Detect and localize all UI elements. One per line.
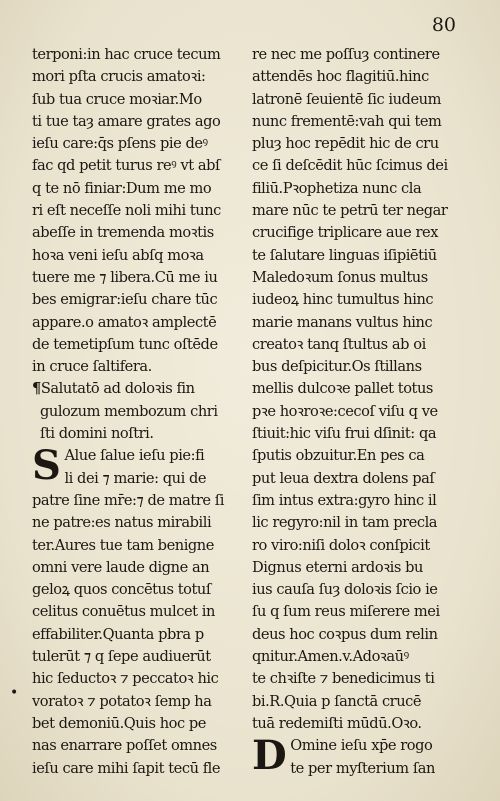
text-line: re nec me poſſuȝ continere	[252, 46, 440, 63]
text-line: fac qd petit turus reꝰ vt abſ	[32, 157, 220, 175]
text-line: ius cauſa ſuȝ doloꝛis ſcio ie	[252, 581, 438, 599]
page-number: 80	[431, 14, 456, 36]
initial-paragraph	[252, 732, 472, 780]
text-line: voratoꝛ ⁊ potatoꝛ ſemp ha	[32, 692, 212, 710]
text-line: nunc frementē:vah qui tem	[252, 112, 442, 130]
rubric-line: ſti domini noſtri.	[40, 425, 154, 443]
text-line: de temetipſum tunc oſtēde	[32, 335, 218, 353]
text-line: ri eſt neceſſe noli mihi tunc	[32, 202, 221, 220]
text-line: ſu q ſum reus miſerere mei	[252, 603, 440, 621]
text-line: ſputis obzuitur.En pes ca	[252, 447, 425, 465]
text-line: hoꝛa veni ieſu abſq moꝛa	[32, 246, 204, 264]
left-text-column	[32, 44, 246, 780]
text-line: abeſſe in tremenda moꝛtis	[32, 224, 214, 242]
text-line: filiū.Pꝛophetiza nunc cla	[252, 179, 422, 197]
text-line: bus deſpicitur.Os ſtillans	[252, 358, 422, 376]
text-line: ce ſi deſcēdit hūc ſcimus dei	[252, 157, 448, 175]
text-line: effabiliter.Quanta pbra p	[32, 625, 204, 643]
drop-cap-initial: S	[32, 442, 61, 490]
text-line: patre ſine mr̄e:⁊ de matre ſi	[32, 491, 224, 509]
text-line: nas enarrare poſſet omnes	[32, 737, 217, 755]
text-line: mare nūc te petrū ter negar	[252, 202, 448, 220]
text-line: Dignus eterni ardoꝛis bu	[252, 558, 423, 576]
text-line: celitus conuētus mulcet in	[32, 603, 215, 621]
text-line: ti tue taȝ amare grates ago	[32, 112, 221, 130]
text-line: iudeoꝝ hinc tumultus hinc	[252, 291, 434, 309]
text-line: ſim intus extra:gyro hinc il	[252, 491, 437, 509]
text-line: Omine ieſu xp̄e rogo	[290, 737, 433, 755]
text-line: ro viro:niſi doloꝛ conſpicit	[252, 536, 430, 554]
text-line: ieſu care:q̄s pſens pie deꝰ	[32, 135, 208, 153]
text-line: q te nō finiar:Dum me mo	[32, 179, 212, 197]
text-line: lic regyro:nil in tam precla	[252, 514, 438, 532]
text-line: attendēs hoc flagitiū.hinc	[252, 68, 429, 86]
text-line: tuere me ⁊ libera.Cū me iu	[32, 268, 218, 286]
text-line: tuā redemiſti mūdū.Oꝛo.	[252, 714, 422, 732]
text-line: tulerūt ⁊ q ſepe audiuerūt	[32, 648, 211, 666]
text-line: mori pſta crucis amatoꝛi:	[32, 68, 206, 86]
text-line: ieſu care mihi ſapit tecū fle	[32, 759, 221, 777]
text-line: Maledoꝛum ſonus multus	[252, 268, 428, 286]
text-line: bi.R.Quia p ſanctā crucē	[252, 692, 422, 710]
initial-paragraph	[32, 442, 246, 490]
text-line: ne patre:es natus mirabili	[32, 514, 212, 532]
text-line: qnitur.Amen.v.Adoꝛaūꝰ	[252, 648, 409, 666]
text-line: te chꝛiſte ⁊ benedicimus ti	[252, 670, 435, 688]
text-line: in cruce ſaltifera.	[32, 358, 152, 376]
rubric-line: gulozum membozum chri	[40, 402, 218, 420]
text-line: appare.o amatoꝛ amplectē	[32, 313, 217, 331]
text-line: pluȝ hoc repēdit hic de cru	[252, 135, 439, 153]
text-line: geloꝝ quos concētus totuſ	[32, 581, 211, 599]
text-line: deus hoc coꝛpus dum relin	[252, 625, 438, 643]
text-line: creatoꝛ tanq ſtultus ab oi	[252, 335, 426, 353]
text-line: terponi:in hac cruce tecum	[32, 46, 221, 63]
rubric-line: ¶Salutatō ad doloꝛis fin	[32, 380, 195, 398]
margin-bullet: •	[10, 685, 19, 701]
text-line: omni vere laude digne an	[32, 558, 210, 576]
text-line: ſub tua cruce moꝛiar.Mo	[32, 90, 202, 108]
text-line: pꝛe hoꝛroꝛe:cecoſ viſu q ve	[252, 402, 438, 420]
text-line: li dei ⁊ marie: qui de	[64, 469, 207, 487]
text-line: ſtiuit:hic viſu frui dſinit: qa	[252, 425, 437, 443]
text-line: marie manans vultus hinc	[252, 313, 433, 331]
text-line: te per myſterium ſan	[290, 759, 435, 777]
text-line: crucifige triplicare aue rex	[252, 224, 439, 242]
text-line: bes emigrar:ieſu chare tūc	[32, 291, 218, 309]
text-line: latronē ſeuientē ſic iudeum	[252, 90, 441, 108]
text-line: Alue ſalue ieſu pie:fi	[64, 447, 205, 465]
text-line: te ſalutare linguas iſipiētiū	[252, 246, 437, 264]
text-line: put leua dextra dolens paſ	[252, 469, 435, 487]
text-line: mellis dulcoꝛe pallet totus	[252, 380, 433, 398]
paragraph-mark-icon: ¶	[32, 380, 41, 398]
text-line: hic ſeductoꝛ ⁊ peccatoꝛ hic	[32, 670, 219, 688]
text-line: bet demoniū.Quis hoc pe	[32, 714, 206, 732]
right-text-column	[252, 44, 472, 780]
drop-cap-initial: D	[252, 732, 287, 780]
text-line: ter.Aures tue tam benigne	[32, 536, 214, 554]
